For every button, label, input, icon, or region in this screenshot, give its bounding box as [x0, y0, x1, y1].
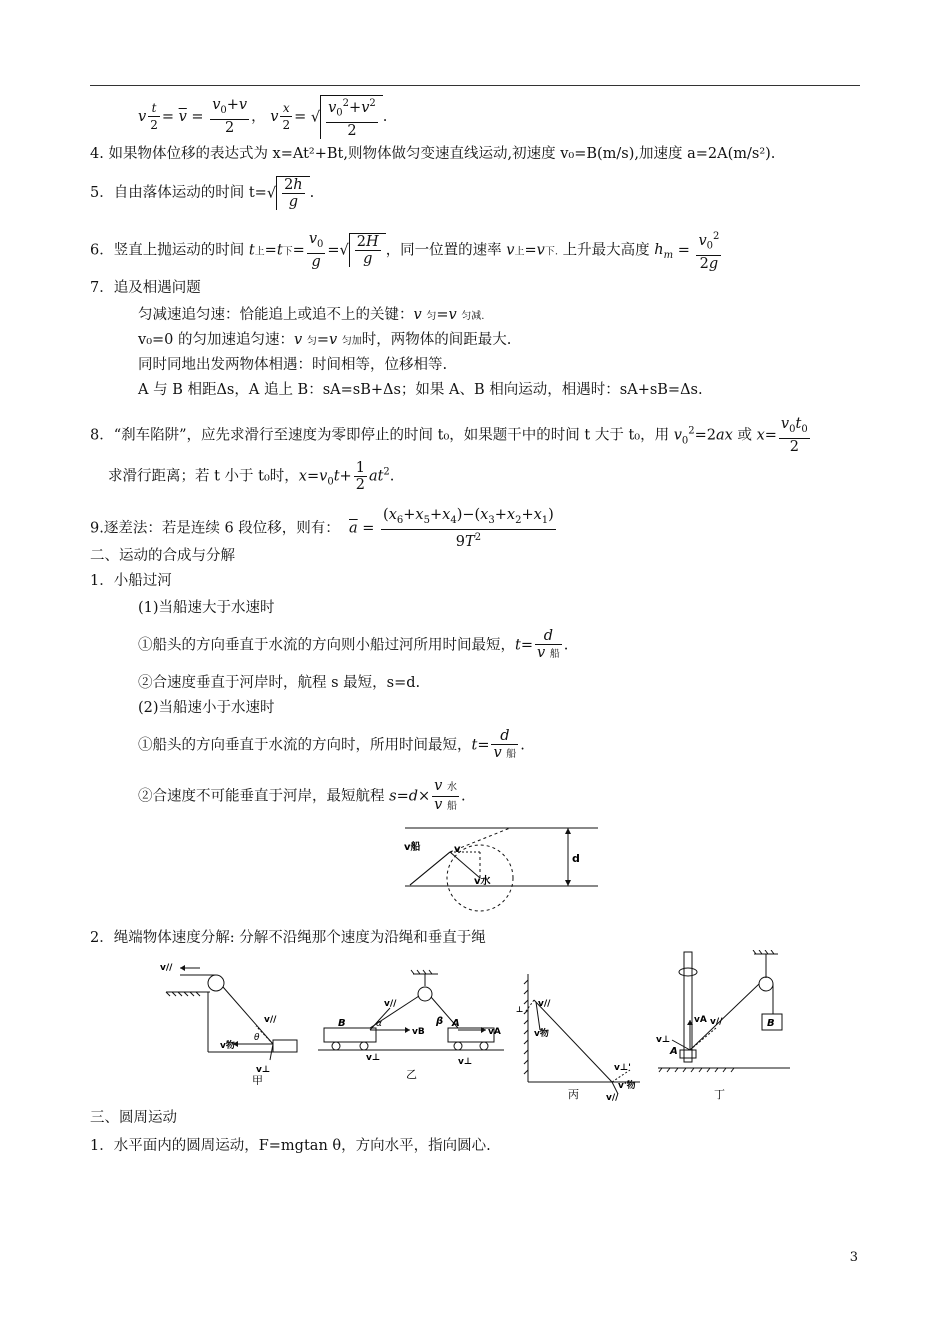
item-7-line4: A 与 B 相距Δs，A 追上 B：sA=sB+Δs；如果 A、B 相向运动，相遇时：sA+sB=Δs.: [138, 382, 703, 398]
svg-text:v'物: v'物: [618, 1081, 636, 1091]
item-7-line1: 匀减速追匀速：恰能追上或追不上的关键：v 匀=v 匀减.: [138, 307, 485, 323]
svg-text:v⊥: v⊥: [366, 1053, 381, 1063]
section-2-title: 二、运动的合成与分解: [90, 548, 235, 564]
rope-figure-ding: [654, 950, 794, 1100]
svg-text:v⊥: v⊥: [458, 1057, 473, 1067]
item-8-line2: 求滑行距离；若 t 小于 t₀时，$x=v_0t+$ $\frac{1}{2}$ $at^2$.: [108, 460, 395, 493]
section-2-case-b: (2)当船速小于水速时: [138, 700, 275, 716]
svg-text:v//: v//: [538, 999, 551, 1009]
svg-text:B: B: [767, 1018, 775, 1029]
item-8-line1: 8．“刹车陷阱”，应先求滑行至速度为零即停止的时间 t₀，如果题干中的时间 t 大于 t₀，用 $v_0^2=2ax$ 或 x= $\frac{v_0t_0}{2}$: [90, 416, 808, 455]
rope-figure-yi: [318, 968, 508, 1083]
svg-text:v//: v//: [606, 1093, 619, 1102]
svg-text:β: β: [436, 1016, 444, 1027]
section-3-item1: 1．水平面内的圆周运动，F=mgtan θ，方向水平，指向圆心.: [90, 1138, 491, 1154]
rope-figure-jia: [158, 960, 303, 1085]
section-2-item2-title: 2．绳端物体速度分解: 分解不沿绳那个速度为沿绳和垂直于绳: [90, 930, 486, 946]
rope-figure-bing: [514, 970, 644, 1102]
svg-text:v⊥': v⊥': [614, 1063, 631, 1073]
item-6: 6．竖直上抛运动的时间 t上=t下= $\frac{v_0}{g}$ =√ $\frac{2H}{g}$ ，同一位置的速率 v上=v下. 上升最大高度 $h_m$ = $\frac{v_0^2}{2g}$: [90, 230, 720, 272]
figure-label-bing: 丙: [568, 1088, 579, 1101]
svg-text:vA: vA: [488, 1027, 501, 1037]
section-2-item1-title: 1．小船过河: [90, 573, 172, 589]
svg-text:v⊥: v⊥: [656, 1035, 671, 1045]
svg-text:v物: v物: [220, 1041, 235, 1051]
item-7-line3: 同时同地出发两物体相遇：时间相等，位移相等.: [138, 357, 448, 373]
river-label-vwater: v水: [474, 876, 491, 887]
section-2-case-b2: ②合速度不可能垂直于河岸，最短航程 s=d× $\frac{\text{v 水}}{\text{v 船}}$ .: [138, 778, 466, 813]
river-label-vboat: v船: [404, 842, 421, 853]
item-7-line2: v₀=0 的匀加速追匀速：v 匀=v 匀加时，两物体的间距最大.: [138, 332, 512, 348]
svg-text:A: A: [452, 1018, 460, 1029]
svg-text:⊥: ⊥: [516, 1005, 524, 1014]
page-number: 3: [849, 1250, 858, 1265]
section-2-case-b1: ①船头的方向垂直于水流的方向时，所用时间最短，t= $\frac{d}{\text{v 船}}$ .: [138, 728, 525, 761]
svg-text:v⊥: v⊥: [256, 1065, 271, 1075]
svg-text:v//: v//: [160, 963, 173, 973]
item-4: 4. 如果物体位移的表达式为 x=At²+Bt,则物体做匀变速直线运动,初速度 v₀=B(m/s),加速度 a=2A(m/s²).: [90, 146, 776, 162]
river-label-d: d: [572, 852, 580, 865]
svg-text:v物: v物: [534, 1029, 549, 1039]
svg-text:vA: vA: [694, 1015, 707, 1025]
river-crossing-figure: [400, 822, 600, 922]
figure-label-yi: 乙: [406, 1068, 417, 1081]
figure-label-ding: 丁: [714, 1088, 725, 1100]
svg-text:A: A: [670, 1046, 678, 1057]
svg-text:θ: θ: [254, 1033, 260, 1043]
section-2-case-a: (1)当船速大于水速时: [138, 600, 275, 616]
section-2-case-a1: ①船头的方向垂直于水流的方向则小船过河所用时间最短，t= $\frac{d}{\text{v 船}}$ .: [138, 628, 569, 661]
svg-text:v//: v//: [710, 1017, 723, 1027]
svg-text:v//: v//: [264, 1015, 277, 1025]
section-3-title: 三、圆周运动: [90, 1110, 177, 1126]
svg-text:v//: v//: [384, 999, 397, 1009]
formula-line-top: v $\frac{t}{2}$ = $\overline{v}$ = $\frac{v_0+v}{2}$ ， v $\frac{x}{2}$ = √ $\frac{v_0^2+v^2}{2}$ .: [138, 95, 387, 139]
svg-text:B: B: [338, 1018, 346, 1029]
river-label-v: v: [454, 844, 461, 855]
svg-text:vB: vB: [412, 1027, 425, 1037]
item-5: 5．自由落体运动的时间 t=√ $\frac{2h}{g}$ .: [90, 177, 315, 210]
header-rule: [90, 85, 860, 86]
item-7-title: 7．追及相遇问题: [90, 280, 201, 296]
svg-text:α: α: [376, 1019, 382, 1029]
figure-label-jia: 甲: [252, 1074, 263, 1085]
item-9: 9.逐差法：若是连续 6 段位移，则有： $\overline{a}$ = $\frac{(x_6+x_5+x_4)-(x_3+x_2+x_1)}{9T^2}$: [90, 507, 554, 550]
section-2-case-a2: ②合速度垂直于河岸时，航程 s 最短，s=d.: [138, 675, 421, 691]
